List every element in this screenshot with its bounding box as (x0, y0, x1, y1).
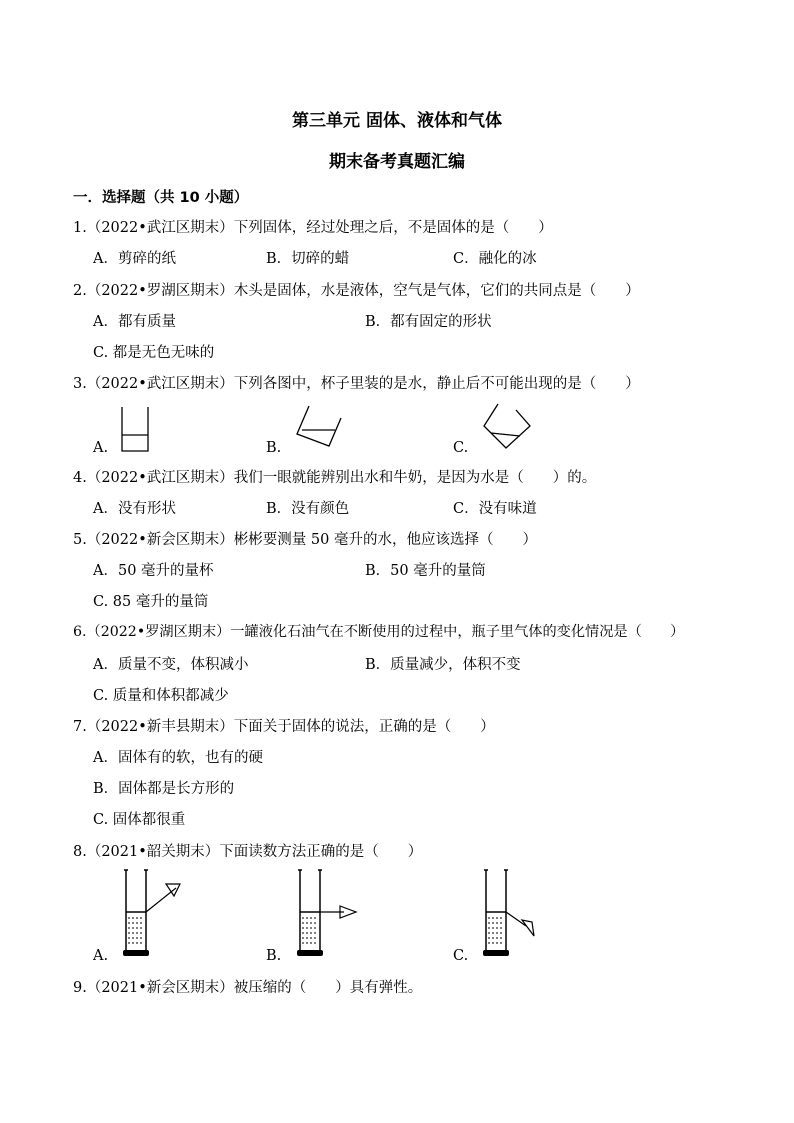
cup-diamond-figure (480, 400, 536, 454)
q2-option-a: A．都有质量 (93, 314, 176, 330)
q1-option-b: B．切碎的蜡 (266, 251, 350, 267)
question-5: 5.（2022•新会区期末）彬彬要测量 50 毫升的水，他应该选择（ ） (73, 532, 537, 548)
question-1: 1.（2022•武江区期末）下列固体，经过处理之后，不是固体的是（ ） (73, 220, 553, 236)
question-8: 8.（2021•韶关期末）下面读数方法正确的是（ ） (73, 844, 423, 860)
q6-option-c: C. 质量和体积都减少 (93, 688, 229, 704)
page-subtitle: 期末备考真题汇编 (329, 152, 465, 172)
q3-option-c: C. (453, 440, 469, 456)
question-6: 6.（2022•罗湖区期末）一罐液化石油气在不断使用的过程中，瓶子里气体的变化情况是（ ） (73, 624, 685, 640)
q6-option-a: A．质量不变，体积减小 (93, 657, 249, 673)
page-title: 第三单元 固体、液体和气体 (292, 111, 502, 131)
question-4: 4.（2022•武江区期末）我们一眼就能辨别出水和牛奶，是因为水是（ ）的。 (73, 470, 597, 486)
question-9: 9.（2021•新会区期末）被压缩的（ ）具有弹性。 (73, 980, 423, 996)
question-7: 7.（2022•新丰县期末）下面关于固体的说法，正确的是（ ） (73, 719, 495, 735)
q7-option-c: C. 固体都很重 (93, 812, 186, 828)
cup-upright-figure (118, 405, 152, 455)
q6-option-b: B．质量减少，体积不变 (365, 657, 521, 673)
q7-option-b: B．固体都是长方形的 (93, 781, 235, 797)
q5-option-b: B．50 毫升的量筒 (365, 563, 486, 579)
q3-option-a: A. (93, 440, 109, 456)
section-heading: 一．选择题（共 10 小题） (73, 190, 249, 206)
q4-option-b: B．没有颜色 (266, 501, 350, 517)
q4-option-c: C．没有味道 (453, 501, 537, 517)
q8-option-c: C. (453, 948, 469, 964)
q5-option-c: C. 85 毫升的量筒 (93, 594, 209, 610)
q7-option-a: A．固体有的软，也有的硬 (93, 750, 263, 766)
cylinder-eye-level-figure (294, 866, 364, 962)
q1-option-a: A．剪碎的纸 (93, 251, 176, 267)
q2-option-b: B．都有固定的形状 (365, 314, 492, 330)
cylinder-eye-above-figure (120, 866, 190, 962)
question-3: 3.（2022•武江区期末）下列各图中，杯子里装的是水，静止后不可能出现的是（ ） (73, 376, 640, 392)
q4-option-a: A．没有形状 (93, 501, 176, 517)
q8-option-a: A. (93, 948, 109, 964)
cup-tilted-figure (293, 402, 347, 450)
cylinder-eye-below-figure (480, 866, 550, 962)
q5-option-a: A．50 毫升的量杯 (93, 563, 214, 579)
question-2: 2.（2022•罗湖区期末）木头是固体，水是液体，空气是气体，它们的共同点是（ ） (73, 283, 640, 299)
q1-option-c: C．融化的冰 (453, 251, 537, 267)
q8-option-b: B. (266, 948, 282, 964)
q2-option-c: C. 都是无色无味的 (93, 345, 215, 361)
q3-option-b: B. (266, 440, 282, 456)
